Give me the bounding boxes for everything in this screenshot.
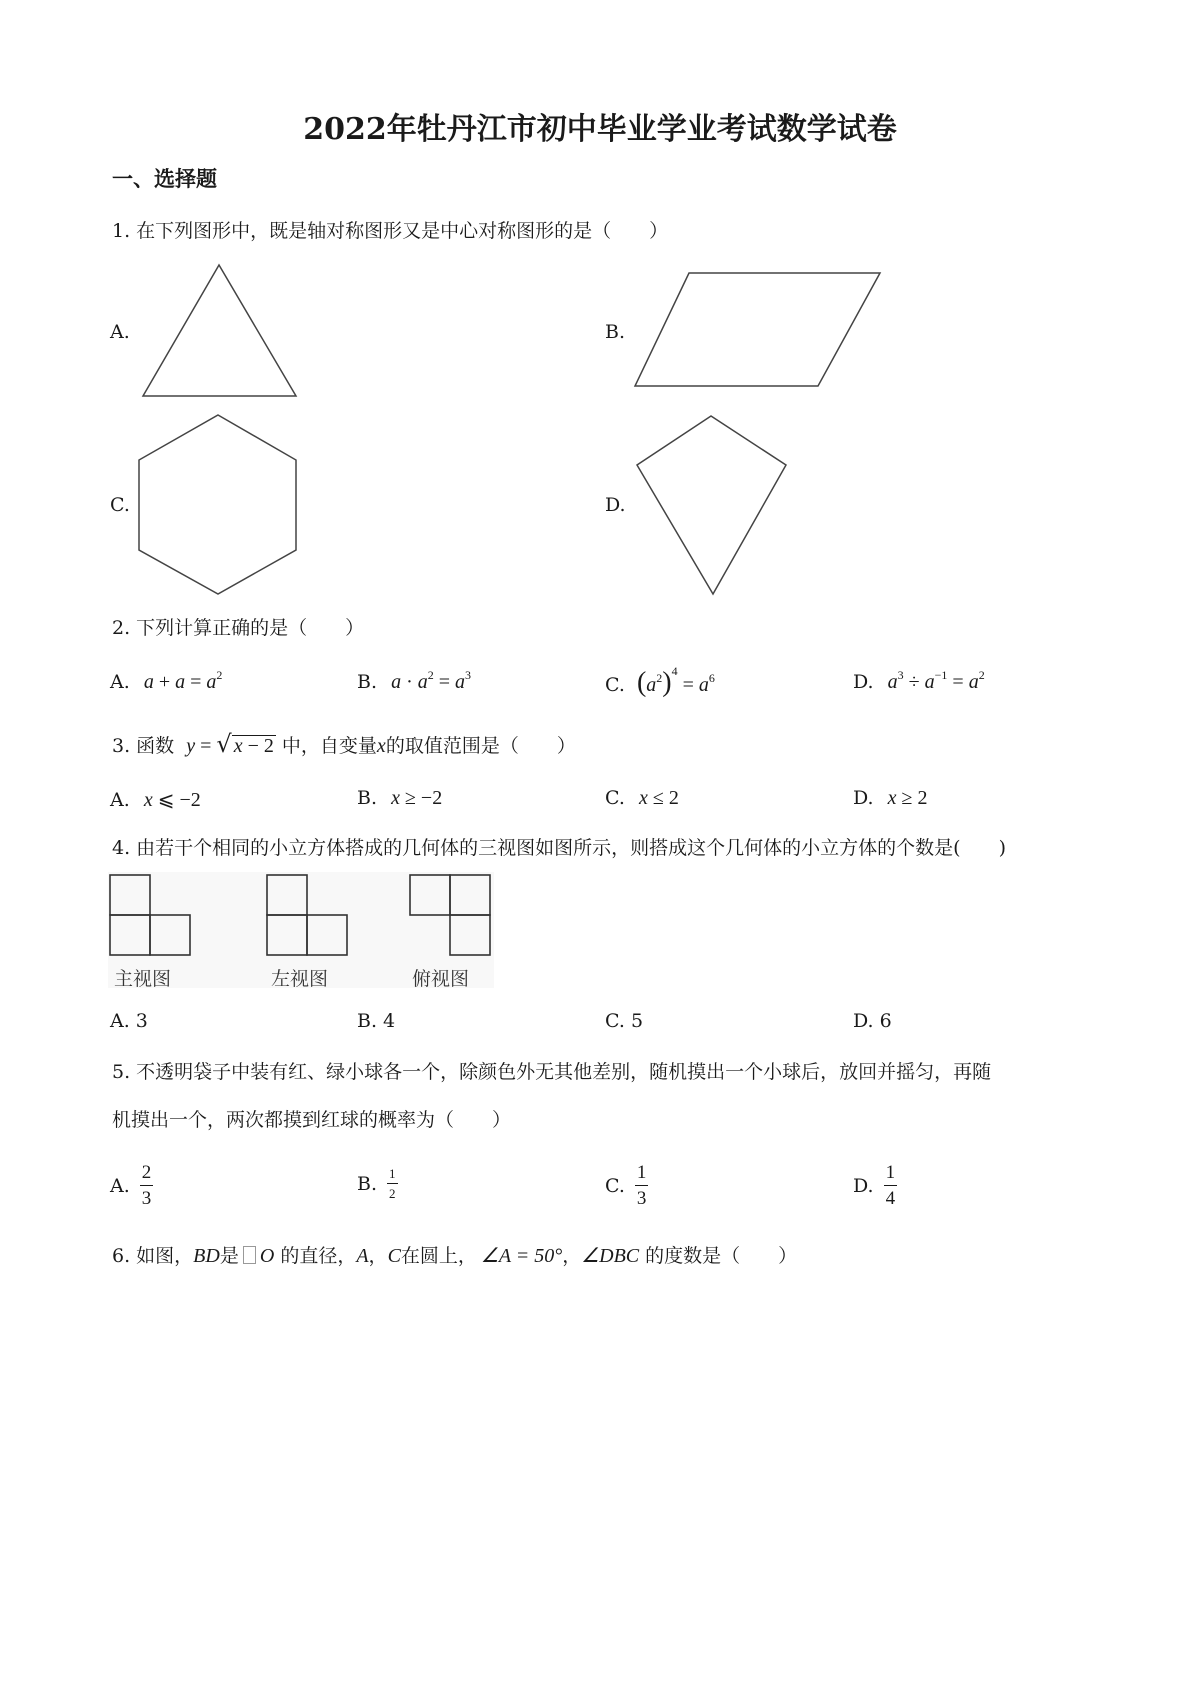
question-3-stem: 3. 函数 y = √ x − 2 中，自变量x的取值范围是（ ）	[112, 730, 576, 758]
q5-option-b-label: B.	[357, 1172, 378, 1195]
q5-option-b	[357, 1167, 398, 1200]
q3-option-b: B. x ≥ −2	[357, 787, 443, 809]
q3-option-c-label: C.	[605, 787, 625, 809]
q1-option-b-label: B.	[605, 321, 626, 343]
question-6-stem: 6. 如图，BD是 O 的直径，A，C在圆上， ∠A = 50°，∠DBC 的度数是（ ）	[112, 1245, 798, 1267]
top-view-label: 俯视图	[412, 968, 470, 990]
q5-option-c	[605, 1163, 648, 1208]
q5-option-d	[853, 1163, 897, 1208]
q3-stem-prefix: 3. 函数	[112, 735, 175, 757]
q5-option-d-fraction: $\frac{1}{4}$	[885, 1162, 896, 1209]
q5-option-b-fraction: $\frac{1}{2}$	[389, 1166, 396, 1201]
q4-option-b: B. 4	[357, 1010, 396, 1032]
q2-option-c: C. $(a^2)^4 = a^6$	[605, 664, 715, 698]
question-2-stem: 2. 下列计算正确的是（ ）	[112, 617, 365, 639]
q1-option-c-label: C.	[110, 494, 130, 516]
q3-option-b-label: B.	[357, 787, 378, 809]
q2-option-b: B. $a \cdot a^2 = a^3$	[357, 668, 472, 693]
question-5-line-1: 5. 不透明袋子中装有红、绿小球各一个，除颜色外无其他差别，随机摸出一个小球后，放回并摇匀，再随	[112, 1061, 992, 1083]
page-title: 2022年牡丹江市初中毕业学业考试数学试卷	[303, 112, 897, 147]
section-heading: 一、选择题	[112, 166, 217, 191]
missing-glyph-icon	[243, 1246, 256, 1264]
q5-option-a	[110, 1163, 153, 1208]
q5-option-a-label: A.	[110, 1174, 130, 1197]
q1-option-d-label: D.	[605, 494, 626, 516]
q3-stem-mid: 中，自变量	[281, 735, 377, 757]
q4-option-c: C. 5	[605, 1010, 644, 1032]
q4-option-a: A. 3	[110, 1010, 148, 1032]
q2-option-d: D. $a^3 \div a^{-1} = a^2$	[853, 668, 985, 693]
q2-option-c-label: C.	[605, 674, 625, 696]
q3-option-d-label: D.	[853, 787, 874, 809]
q2-option-a-label: A.	[110, 671, 130, 693]
left-view-label: 左视图	[271, 968, 329, 990]
question-4-stem: 4. 由若干个相同的小立方体搭成的几何体的三视图如图所示，则搭成这个几何体的小立方体的个数是( )	[112, 837, 1006, 859]
q5-option-d-label: D.	[853, 1174, 874, 1197]
question-5-line-2: 机摸出一个，两次都摸到红球的概率为（ ）	[112, 1109, 512, 1131]
q5-option-c-label: C.	[605, 1174, 625, 1197]
q2-option-d-label: D.	[853, 671, 874, 693]
q3-option-d: D. x ≥ 2	[853, 787, 928, 809]
q4-option-d: D. 6	[853, 1010, 892, 1032]
q3-option-a: A. x ⩽ −2	[110, 789, 201, 811]
q2-option-a: A. $a + a = a^2$	[110, 668, 223, 693]
q1-option-a-label: A.	[110, 321, 130, 343]
front-view-label: 主视图	[114, 968, 172, 990]
q3-option-a-label: A.	[110, 789, 130, 811]
q3-stem-end: 的取值范围是（ ）	[385, 735, 576, 757]
q5-option-c-fraction: $\frac{1}{3}$	[636, 1162, 647, 1209]
question-1-stem: 1. 在下列图形中，既是轴对称图形又是中心对称图形的是（ ）	[112, 220, 669, 242]
q5-option-a-fraction: $\frac{2}{3}$	[141, 1162, 152, 1209]
q2-option-b-label: B.	[357, 671, 378, 693]
q3-option-c: C. x ≤ 2	[605, 787, 679, 809]
